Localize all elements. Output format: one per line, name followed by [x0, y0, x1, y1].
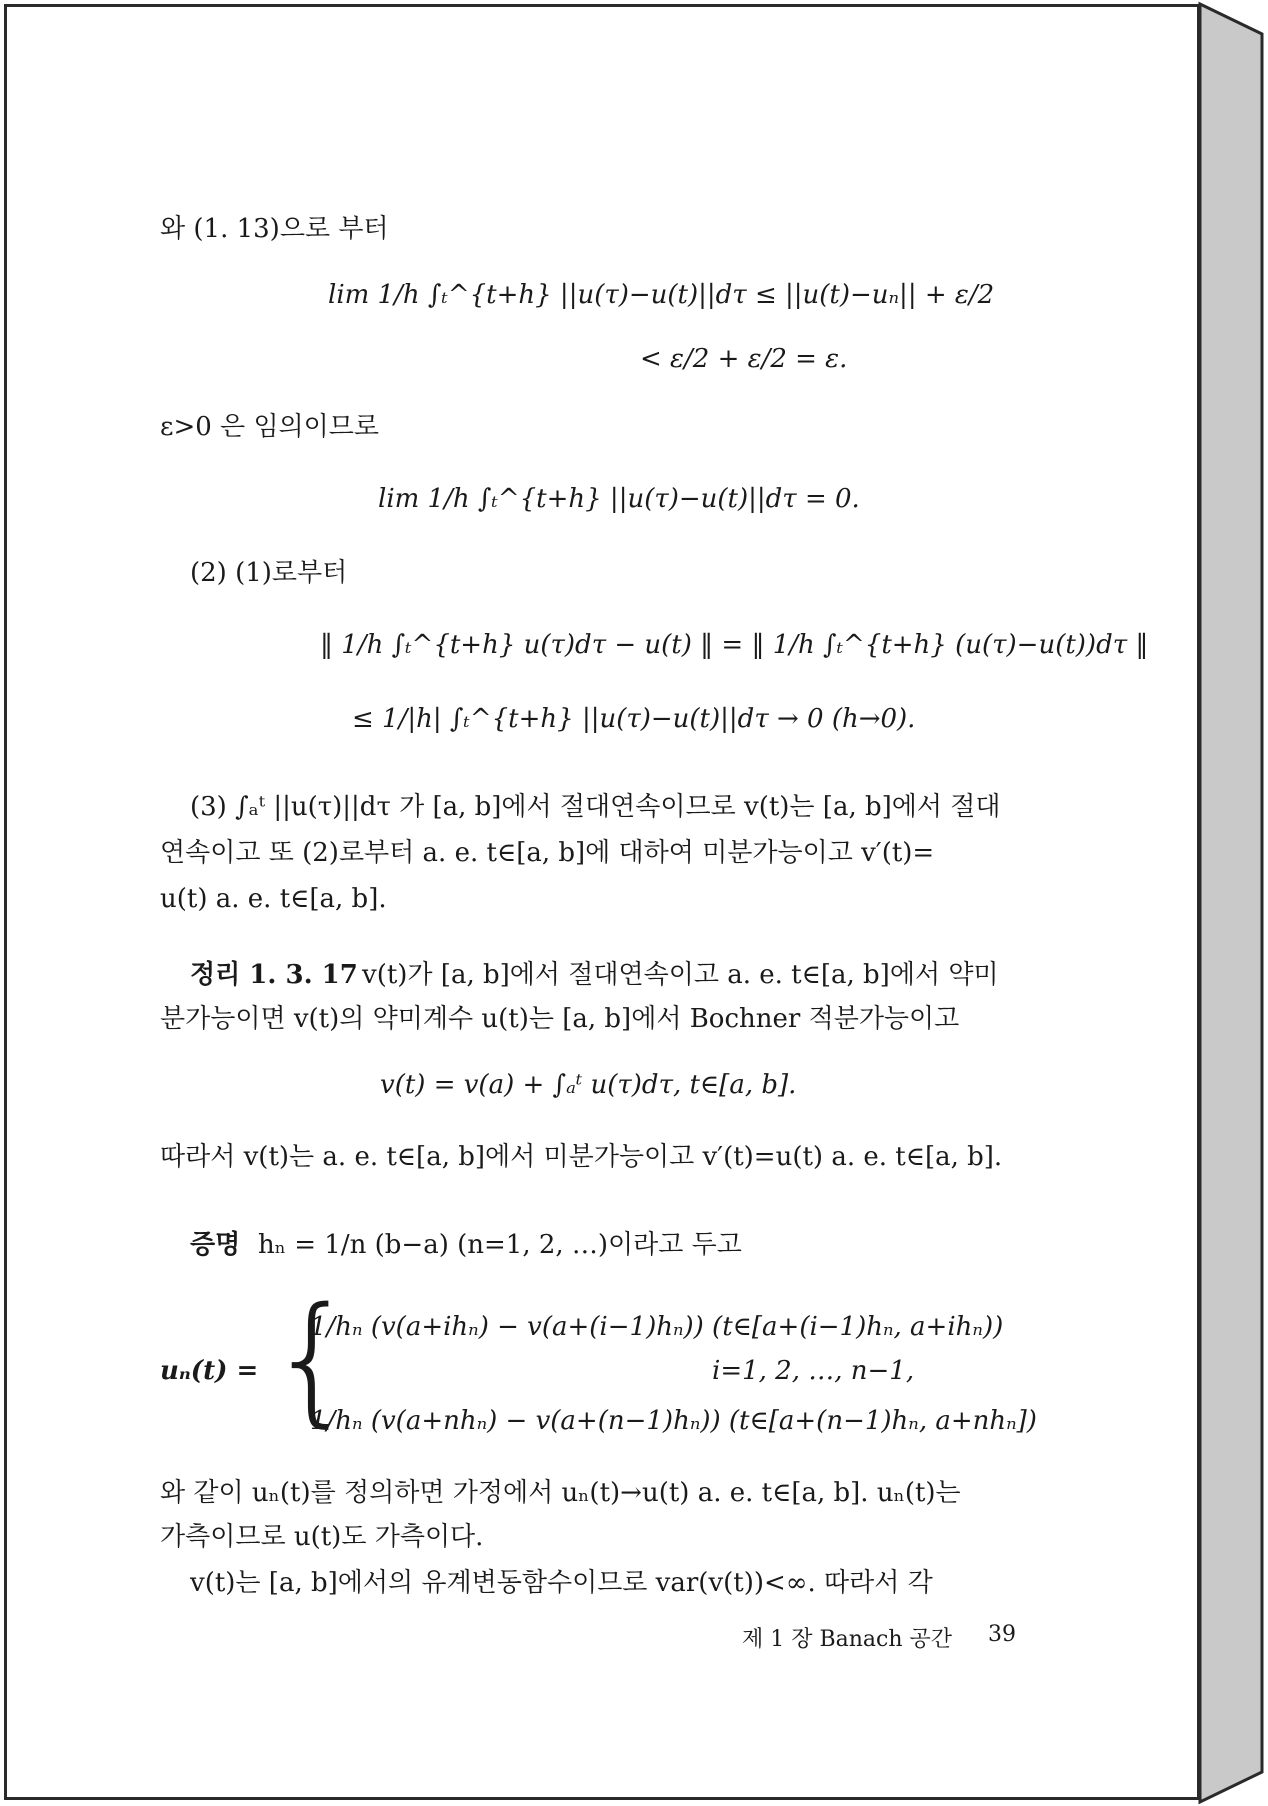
- theorem-text: v(t)가 [a, b]에서 절대연속이고 a. e. t∈[a, b]에서 약미: [362, 960, 999, 990]
- text-line: ε>0 은 임의이므로: [160, 412, 380, 442]
- equation-limsup-cont: < ε/2 + ε/2 = ε.: [640, 344, 848, 374]
- piecewise-case: 1/hₙ (v(a+nhₙ) − v(a+(n−1)hₙ)) (t∈[a+(n−1)hₙ, a+nhₙ]): [310, 1406, 1037, 1436]
- equation-norm: ‖ 1/h ∫ₜ^{t+h} u(τ)dτ − u(t) ‖ = ‖ 1/h ∫ₜ^{t+h} (u(τ)−u(t))dτ ‖: [320, 630, 1149, 660]
- equation-lim: lim 1/h ∫ₜ^{t+h} ||u(τ)−u(t)||dτ = 0.: [378, 484, 860, 514]
- proof-text: hₙ = 1/n (b−a) (n=1, 2, …)이라고 두고: [258, 1230, 742, 1260]
- theorem-label: 정리 1. 3. 17: [190, 960, 358, 990]
- text-line: (2) (1)로부터: [190, 558, 348, 588]
- equation-limsup: lim 1/h ∫ₜ^{t+h} ||u(τ)−u(t)||dτ ≤ ||u(t)−uₙ|| + ε/2: [328, 280, 995, 310]
- text-line: 와 같이 uₙ(t)를 정의하면 가정에서 uₙ(t)→u(t) a. e. t∈[a, b]. uₙ(t)는: [160, 1478, 961, 1508]
- running-footer: 제 1 장 Banach 공간: [742, 1627, 953, 1652]
- left-brace: {: [268, 1278, 358, 1441]
- text-line: 와 (1. 13)으로 부터: [160, 214, 389, 244]
- piecewise-condition: i=1, 2, …, n−1,: [712, 1356, 915, 1386]
- equation-integral: v(t) = v(a) + ∫ₐᵗ u(τ)dτ, t∈[a, b].: [380, 1070, 797, 1100]
- equation-norm-cont: ≤ 1/|h| ∫ₜ^{t+h} ||u(τ)−u(t)||dτ → 0 (h→0).: [352, 704, 916, 734]
- piecewise-lhs: uₙ(t) =: [160, 1356, 259, 1386]
- text-line: v(t)는 [a, b]에서의 유계변동함수이므로 var(v(t))<∞. 따라서 각: [190, 1568, 933, 1598]
- page-number: 39: [988, 1622, 1016, 1647]
- book-spine: [1200, 4, 1262, 1802]
- text-line: 연속이고 또 (2)로부터 a. e. t∈[a, b]에 대하여 미분가능이고 v′(t)=: [160, 838, 935, 868]
- piecewise-case: 1/hₙ (v(a+ihₙ) − v(a+(i−1)hₙ)) (t∈[a+(i−1)hₙ, a+ihₙ)): [310, 1312, 1004, 1342]
- proof-label: 증명: [190, 1230, 241, 1260]
- text-line: u(t) a. e. t∈[a, b].: [160, 884, 387, 914]
- text-line: 가측이므로 u(t)도 가측이다.: [160, 1522, 484, 1552]
- text-line: 따라서 v(t)는 a. e. t∈[a, b]에서 미분가능이고 v′(t)=u(t) a. e. t∈[a, b].: [160, 1142, 1003, 1172]
- theorem-text: 분가능이면 v(t)의 약미계수 u(t)는 [a, b]에서 Bochner 적분가능이고: [160, 1004, 960, 1034]
- text-line: (3) ∫ₐᵗ ||u(τ)||dτ 가 [a, b]에서 절대연속이므로 v(t)는 [a, b]에서 절대: [190, 792, 1001, 822]
